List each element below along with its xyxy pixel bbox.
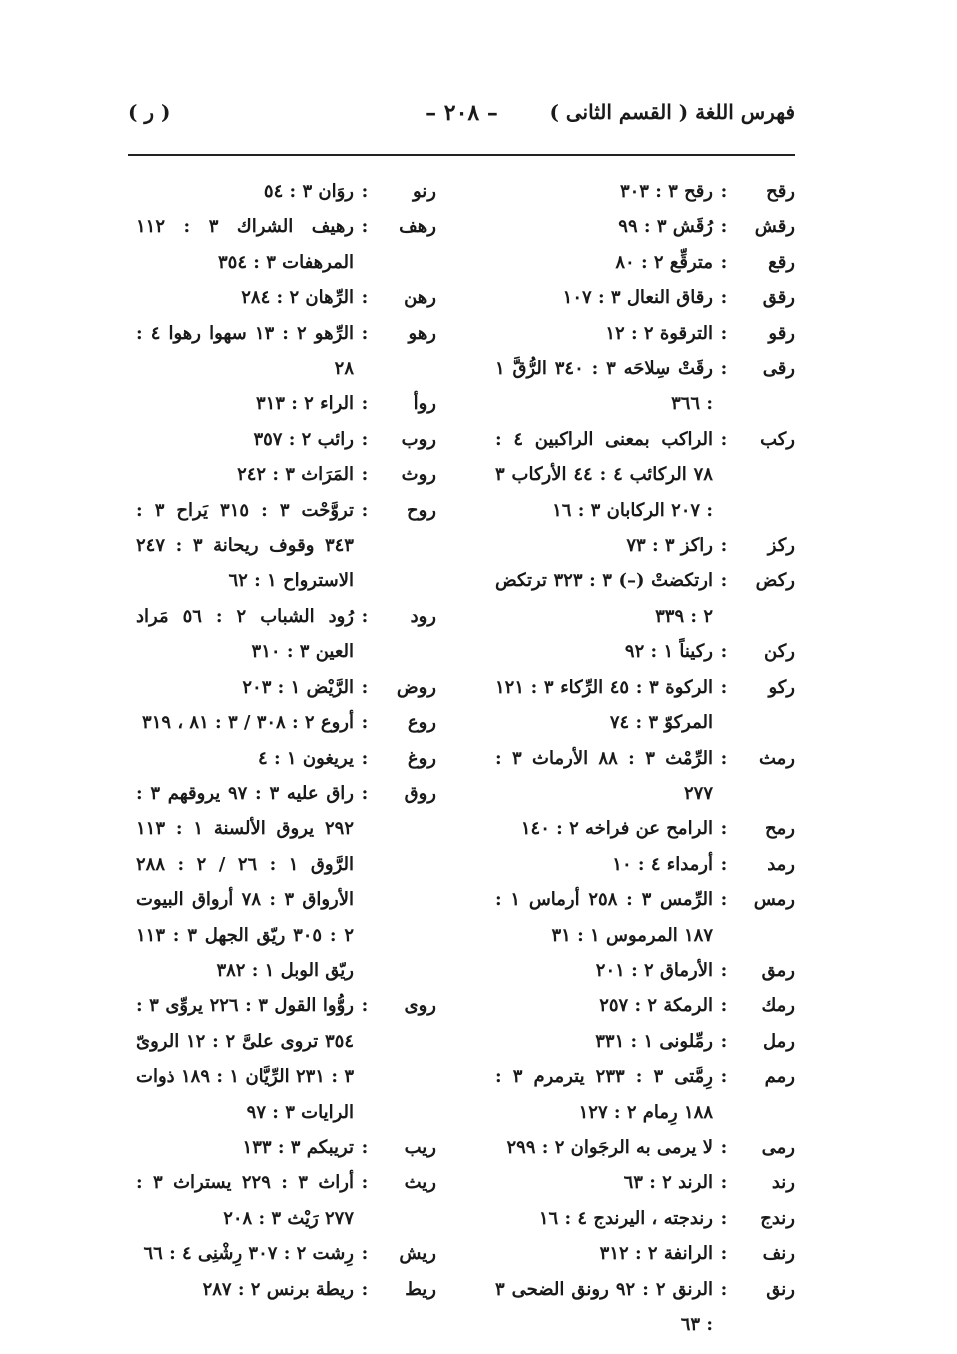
entry-root: ركن	[764, 641, 795, 663]
entry-root: روع	[407, 712, 436, 734]
entry-root: روأ	[413, 393, 436, 415]
index-entry	[136, 776, 436, 988]
entry-separator: :	[720, 747, 728, 769]
index-entry	[495, 209, 795, 244]
entry-separator: :	[361, 1172, 369, 1194]
entry-root: رود	[410, 605, 436, 627]
entry-references: ركيناً ١ : ٩٢	[624, 641, 713, 663]
entry-references: رمِّلونى ١ : ٣٣١	[595, 1030, 713, 1052]
index-entry	[495, 1024, 795, 1059]
entry-references: ارتكضتْ (–) ٣ : ٣٢٣ ترتكض ٢ : ٣٣٩	[495, 570, 713, 627]
entry-root: رقش	[754, 216, 795, 238]
entry-separator: :	[361, 782, 369, 804]
entry-references: الرانفة ٢ : ٣١٢	[599, 1243, 713, 1265]
entry-separator: :	[720, 818, 728, 840]
entry-references: الرنق ٢ : ٩٢ رونق الضحى ٣ : ٦٣	[495, 1278, 713, 1335]
entry-separator: :	[720, 1172, 728, 1194]
entry-separator: :	[720, 322, 728, 344]
entry-root: رنو	[412, 181, 436, 202]
entry-root: رمق	[761, 959, 795, 981]
index-entry	[495, 634, 795, 669]
entry-references: يريغون ١ : ٤	[258, 747, 354, 769]
index-entry	[495, 351, 795, 422]
index-entry	[495, 847, 795, 882]
entry-root: رهن	[404, 287, 436, 309]
entry-references: روُّوا القول ٣ : ٢٢٦ يروِّى ٣ : ٣٥٤ تروى علىَّ ٢ : ١٢ الروىّ ٣ : ٢٣١ الرِّيَّان ١ : ١٨٩ ذوات الرايات ٣ : ٩٧	[136, 995, 354, 1123]
index-entry	[136, 1130, 436, 1165]
entry-references: أروع ٢ : ٣٠٨ / ٣ : ٨١ ، ٣١٩	[142, 712, 354, 734]
entry-root: رندج	[760, 1207, 795, 1229]
entry-references: الركوة ٣ : ٤٥ الرِّكاء ٣ : ١٢١ المركوّ ٣ : ٧٤	[495, 676, 714, 734]
page-number: – ٢٠٨ –	[425, 100, 498, 126]
entry-references: الرامح عن فراخه ٢ : ١٤٠	[520, 818, 713, 840]
index-entry	[495, 670, 795, 741]
header-rule	[128, 154, 795, 156]
entry-separator: :	[361, 499, 369, 521]
index-entry	[136, 457, 436, 492]
entry-separator: :	[720, 995, 728, 1017]
entry-root: ركض	[755, 570, 795, 592]
entry-references: رقَتْ سِلاحَه ٣ : ٣٤٠ الرُّقَّ ١ : ٣٦٦	[495, 358, 713, 415]
index-entry	[495, 563, 795, 634]
index-entry	[136, 386, 436, 421]
entry-references: الأرماق ٢ : ٢٠١	[595, 959, 713, 981]
entry-separator: :	[361, 1243, 369, 1265]
entry-separator: :	[720, 641, 728, 663]
entry-separator: :	[720, 428, 728, 450]
entry-separator: :	[720, 287, 728, 309]
entry-separator: :	[361, 995, 369, 1017]
entry-separator: :	[720, 216, 728, 238]
entry-separator: :	[361, 322, 369, 344]
entry-references: رُقَش ٣ : ٩٩	[618, 216, 713, 238]
entry-references: أراث ٣ : ٢٢٩ يستراث ٣ : ٢٧٧ رَيْث ٣ : ٢٠٨	[136, 1172, 354, 1229]
index-entry	[136, 988, 436, 1130]
entry-root: رمد	[767, 853, 795, 875]
entry-references: رِمَّتى ٣ : ٢٣٣ يترمرم ٣ : ١٨٨ رِمام ٢ : ١٢٧	[495, 1066, 714, 1123]
index-column-left	[136, 174, 436, 1307]
entry-root: رمم	[764, 1066, 795, 1088]
entry-separator: :	[720, 959, 728, 981]
entry-separator: :	[720, 676, 728, 698]
entry-separator: :	[720, 251, 728, 273]
entry-separator: :	[361, 216, 369, 238]
index-entry	[495, 741, 795, 812]
entry-references: الرِّمس ٣ : ٢٥٨ أرماس ١ : ١٨٧ المرموس ١ : ٣١	[495, 889, 713, 946]
entry-root: رقع	[768, 251, 795, 273]
running-title: فهرس اللغة ( القسم الثانى )	[549, 100, 795, 124]
entry-root: رقق	[762, 287, 795, 309]
entry-root: ريب	[404, 1136, 436, 1158]
entry-separator: :	[361, 1136, 369, 1158]
index-entry	[136, 741, 436, 776]
entry-separator: :	[720, 1030, 728, 1052]
entry-root: رقو	[768, 322, 795, 344]
entry-references: رِشت ٢ : ٣٠٧ رِشْنِى ٤ : ٦٦	[143, 1243, 354, 1265]
entry-separator: :	[361, 747, 369, 769]
index-entry	[136, 599, 436, 670]
entry-separator: :	[720, 535, 728, 557]
index-entry	[495, 1059, 795, 1130]
entry-root: رمث	[758, 747, 795, 769]
entry-references: الرند ٢ : ٦٣	[623, 1172, 713, 1194]
entry-references: الرِّهو ٢ : ١٣ سهوا رهوا ٤ : ٢٨	[136, 322, 354, 380]
entry-references: الراء ٢ : ٣١٣	[255, 393, 354, 415]
index-entry	[495, 316, 795, 351]
index-entry	[136, 1272, 436, 1307]
entry-separator: :	[361, 676, 369, 698]
entry-root: رمك	[761, 995, 795, 1017]
entry-references: الرمكة ٢ : ٢٥٧	[599, 995, 713, 1017]
page-header	[128, 100, 795, 136]
index-entry	[136, 670, 436, 705]
index-entry	[495, 1272, 795, 1343]
index-entry	[495, 1236, 795, 1271]
entry-separator: :	[720, 358, 728, 380]
index-column-right	[495, 174, 795, 1342]
index-entry	[495, 1201, 795, 1236]
entry-separator: :	[361, 464, 369, 486]
entry-root: رمى	[761, 1136, 795, 1158]
index-entry	[136, 174, 436, 209]
index-entry	[136, 280, 436, 315]
entry-root: رمل	[763, 1030, 795, 1052]
index-entry	[136, 493, 436, 599]
entry-root: رنف	[762, 1243, 795, 1265]
entry-separator: :	[361, 287, 369, 309]
index-entry	[495, 528, 795, 563]
index-entry	[495, 245, 795, 280]
index-entry	[495, 953, 795, 988]
index-entry	[495, 174, 795, 209]
entry-root: رنق	[766, 1278, 795, 1300]
entry-separator: :	[720, 1278, 728, 1300]
entry-root: ريط	[405, 1278, 436, 1300]
entry-references: رهيف الشراك ٣ : ١١٢ المرهفات ٣ : ٣٥٤	[136, 216, 354, 273]
entry-references: تريبكم ٣ : ١٣٣	[242, 1136, 354, 1158]
index-entry	[136, 209, 436, 280]
entry-separator: :	[361, 181, 369, 202]
entry-root: روق	[404, 782, 436, 804]
entry-separator: :	[361, 605, 369, 627]
entry-separator: :	[720, 1066, 728, 1088]
entry-references: الرَّيْض ١ : ٢٠٣	[242, 676, 354, 698]
entry-separator: :	[361, 393, 369, 415]
index-entry	[495, 811, 795, 846]
entry-separator: :	[720, 1207, 728, 1229]
entry-separator: :	[361, 712, 369, 734]
entry-references: مترقِّع ٢ : ٨٠	[615, 251, 713, 273]
index-entry	[136, 422, 436, 457]
entry-separator: :	[720, 853, 728, 875]
entry-root: ركو	[768, 676, 795, 698]
index-entry	[495, 988, 795, 1023]
entry-root: روض	[396, 676, 436, 698]
index-entry	[495, 882, 795, 953]
index-entry	[495, 1130, 795, 1165]
entry-references: روَان ٣ : ٥٤	[263, 181, 354, 202]
index-entry	[136, 1236, 436, 1271]
entry-root: ركز	[767, 535, 795, 557]
entry-root: ريث	[404, 1172, 436, 1194]
entry-separator: :	[720, 570, 728, 592]
entry-root: رمح	[765, 818, 795, 840]
index-entry	[495, 280, 795, 315]
entry-root: رهو	[408, 322, 436, 344]
entry-root: روى	[404, 995, 436, 1017]
entry-references: ريطة برنس ٢ : ٢٨٧	[202, 1278, 354, 1300]
entry-root: روح	[406, 499, 436, 521]
entry-root: رقح	[766, 181, 795, 202]
entry-separator: :	[720, 889, 728, 911]
index-entry	[136, 316, 436, 387]
entry-root: رهف	[399, 216, 436, 238]
entry-root: رند	[771, 1172, 795, 1194]
entry-root: ركب	[760, 428, 795, 450]
entry-references: رائب ٢ : ٣٥٧	[253, 428, 354, 450]
index-entry	[136, 1165, 436, 1236]
entry-references: رندجته ، اليرندج ٤ : ١٦	[538, 1207, 713, 1229]
entry-references: راق عليه ٣ : ٩٧ يروقهم ٣ : ٢٩٢ يروق الألسنة ١ : ١١٣ الرَّوق ١ : ٢٦ / ٢ : ٢٨٨ الأرواق ٣ : ٧٨ أرواق البيوت ٢ : ٣٠٥ ريّق الجهل ٣ : ١١٣ ريّق الوبل ١ : ٣٨٢	[136, 782, 355, 981]
entry-separator: :	[361, 1278, 369, 1300]
entry-references: راكز ٣ : ٧٣	[626, 535, 713, 557]
entry-references: رُود الشباب ٢ : ٥٦ مَراد العين ٣ : ٣١٠	[136, 605, 354, 663]
entry-root: روث	[401, 464, 436, 486]
index-entry	[136, 705, 436, 740]
entry-root: روب	[401, 428, 436, 450]
entry-references: أرمداء ٤ : ١٠	[612, 853, 713, 875]
entry-root: ريش	[399, 1243, 436, 1265]
entry-references: الراكب بمعنى الراكبين ٤ : ٧٨ الركائب ٤ : ٤٤ الأركاب ٣ : ٢٠٧ الركابان ٣ : ١٦	[495, 428, 713, 521]
entry-references: رقاق النعال ٣ : ١٠٧	[562, 287, 713, 309]
entry-references: تروَّحْت ٣ : ٣١٥ يَراح ٣ : ٣٤٣ وقوف ريحانة ٣ : ٢٤٧ الاسترواح ١ : ٦٢	[136, 499, 354, 592]
entry-root: رقى	[762, 358, 795, 380]
index-entry	[495, 422, 795, 528]
entry-references: الترقوة ٢ : ١٢	[605, 322, 713, 344]
entry-root: رمس	[753, 889, 795, 911]
entry-references: الرِّمْث ٣ : ٨٨ الأرماث ٣ : ٢٧٧	[495, 747, 713, 804]
section-letter: ( ر )	[128, 100, 171, 124]
entry-references: رقح ٣ : ٣٠٣	[619, 181, 713, 202]
index-entry	[495, 1165, 795, 1200]
entry-references: الرِّهان ٢ : ٢٨٤	[241, 287, 354, 309]
entry-separator: :	[361, 428, 369, 450]
entry-separator: :	[720, 1243, 728, 1265]
entry-references: المَرَاث ٣ : ٢٤٢	[237, 464, 354, 486]
entry-separator: :	[720, 1136, 728, 1158]
entry-references: لا يرمى به الرجَوان ٢ : ٢٩٩	[506, 1136, 713, 1158]
entry-separator: :	[720, 181, 728, 202]
entry-root: روغ	[407, 747, 436, 769]
